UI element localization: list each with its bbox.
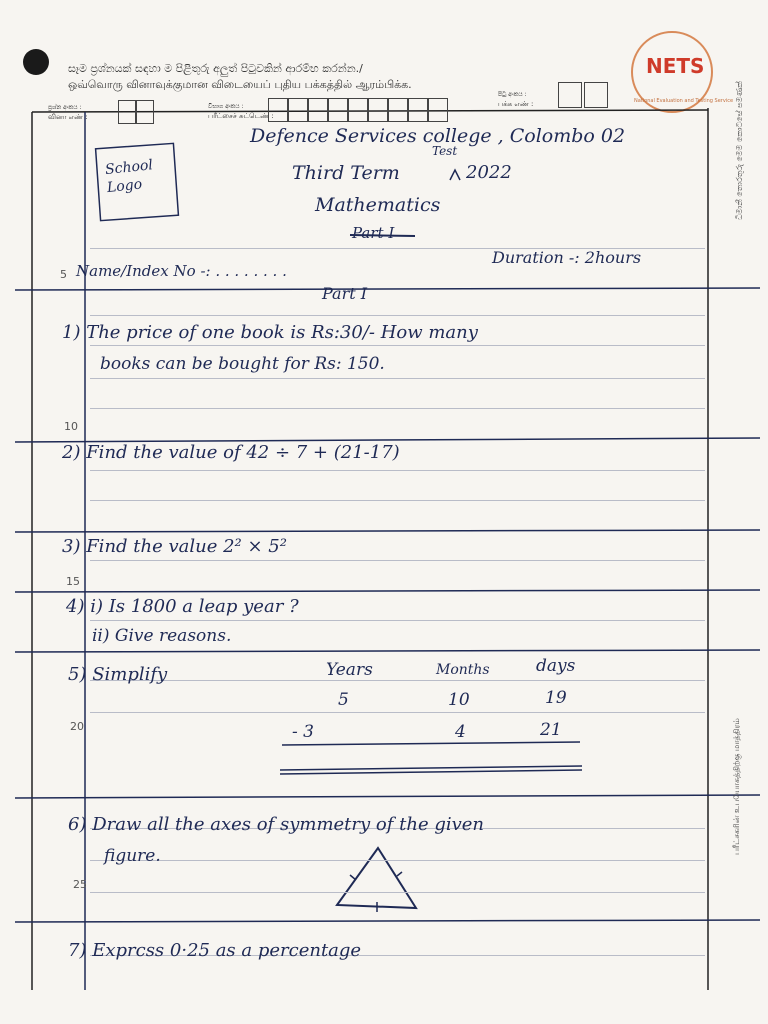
question-2: 2) Find the value of 42 ÷ 7 + (21-17): [62, 442, 400, 463]
part-heading: Part I: [322, 284, 368, 303]
q5-row2-months: 4: [455, 722, 466, 742]
ruled-line: [90, 620, 705, 621]
index-no-box[interactable]: [388, 98, 408, 122]
year: 2022: [466, 162, 512, 183]
insert-caret: [450, 170, 460, 180]
question-no-box[interactable]: [118, 100, 136, 124]
hand-divider: [15, 795, 760, 798]
index-no-label-si: විභාග අංකය :: [208, 103, 244, 110]
test-word: Test: [432, 144, 458, 158]
hand-divider: [15, 530, 760, 532]
subtraction-line: [280, 766, 582, 770]
hand-divider: [15, 288, 760, 290]
line-number: 20: [70, 720, 84, 733]
question-no-box[interactable]: [136, 100, 154, 124]
question-1-line-1: 1) The price of one book is Rs:30/- How many: [62, 322, 478, 343]
school-logo-placeholder: School Logo: [104, 157, 154, 197]
name-index-field: Name/Index No -: . . . . . . . .: [76, 262, 287, 280]
question-5-label: 5) Simplify: [68, 664, 168, 685]
ruled-line: [90, 860, 705, 861]
q5-row2-days: 21: [540, 720, 562, 740]
question-4-part-i: 4) i) Is 1800 a leap year ?: [66, 596, 299, 617]
ruled-line: [90, 500, 705, 501]
index-no-box[interactable]: [348, 98, 368, 122]
hand-divider: [15, 650, 760, 652]
ruled-line: [90, 345, 705, 346]
tick-mark: [397, 872, 402, 876]
struck-part-label: Part I: [352, 224, 395, 242]
nets-logo-ring-text: National Evaluation and Testing Service: [634, 98, 734, 104]
question-3: 3) Find the value 2² × 5²: [62, 536, 287, 557]
page-no-box[interactable]: [584, 82, 608, 108]
examiner-use-note-ta: பரீட்சகரின் உபயோகத்திற்கு மாத்திரம்: [732, 718, 741, 855]
line-number: 10: [64, 420, 78, 433]
page-no-label-ta: பக்க எண் :: [498, 100, 534, 108]
tick-mark: [350, 875, 356, 880]
index-no-box[interactable]: [268, 98, 288, 122]
examiner-use-note-si: ධීමානී තොරතුරු මෙම කොටසේ පමණක්: [735, 81, 744, 220]
hand-divider: [15, 920, 760, 922]
question-6-line-1: 6) Draw all the axes of symmetry of the given: [68, 814, 485, 835]
punch-hole: [23, 49, 49, 75]
subtraction-line: [280, 770, 582, 774]
ruled-line: [90, 680, 705, 681]
index-no-box[interactable]: [308, 98, 328, 122]
page-no-box[interactable]: [558, 82, 582, 108]
q5-row1-days: 19: [545, 688, 567, 708]
ruled-line: [90, 408, 705, 409]
page-no-label-si: පිටු අංකය :: [498, 91, 527, 98]
question-no-label-ta: வினா எண் :: [48, 113, 88, 121]
index-no-box[interactable]: [368, 98, 388, 122]
q5-row1-months: 10: [448, 690, 470, 710]
instruction-sinhala: සෑම ප්‍රශ්නයක් සඳහා ම පිළිතුරු අලුත් පිටුවකින් ආරම්භ කරන්න./: [68, 62, 363, 75]
index-no-box[interactable]: [288, 98, 308, 122]
college-name: Defence Services college , Colombo 02: [250, 125, 626, 147]
index-no-box[interactable]: [328, 98, 348, 122]
q5-header-months: Months: [436, 662, 490, 678]
line-number: 15: [66, 575, 80, 588]
subject: Mathematics: [315, 194, 441, 216]
instruction-tamil: ஒவ்வொரு வினாவுக்குமான விடையைப் புதிய பக்கத்தில் ஆரம்பிக்க.: [68, 78, 412, 91]
question-no-label-si: ප්‍රශ්න අංකය :: [48, 104, 82, 111]
q5-header-days: days: [536, 656, 576, 676]
question-1-line-2: books can be bought for Rs: 150.: [100, 354, 385, 374]
ruled-line: [90, 892, 705, 893]
question-4-part-ii: ii) Give reasons.: [92, 626, 232, 646]
ruled-line: [90, 712, 705, 713]
term-name: Third Term: [292, 162, 400, 184]
ruled-line: [90, 560, 705, 561]
nets-logo: NETS: [646, 54, 705, 78]
hand-divider: [15, 590, 760, 592]
line-number: 5: [60, 268, 67, 281]
duration: Duration -: 2hours: [492, 248, 642, 267]
triangle-figure: [337, 848, 416, 908]
line-number: 25: [73, 878, 87, 891]
question-7: 7) Exprcss 0·25 as a percentage: [68, 940, 362, 961]
question-6-line-2: figure.: [104, 846, 161, 866]
ruled-line: [90, 378, 705, 379]
q5-header-years: Years: [326, 660, 373, 680]
ruled-line: [90, 315, 705, 316]
ruled-line: [90, 470, 705, 471]
subtraction-line: [282, 742, 580, 745]
q5-row1-years: 5: [338, 690, 349, 710]
q5-row2-years: - 3: [292, 722, 314, 742]
index-no-box[interactable]: [428, 98, 448, 122]
index-no-label-ta: பரீட்சைச் சுட்டெண் :: [208, 112, 274, 120]
index-no-box[interactable]: [408, 98, 428, 122]
